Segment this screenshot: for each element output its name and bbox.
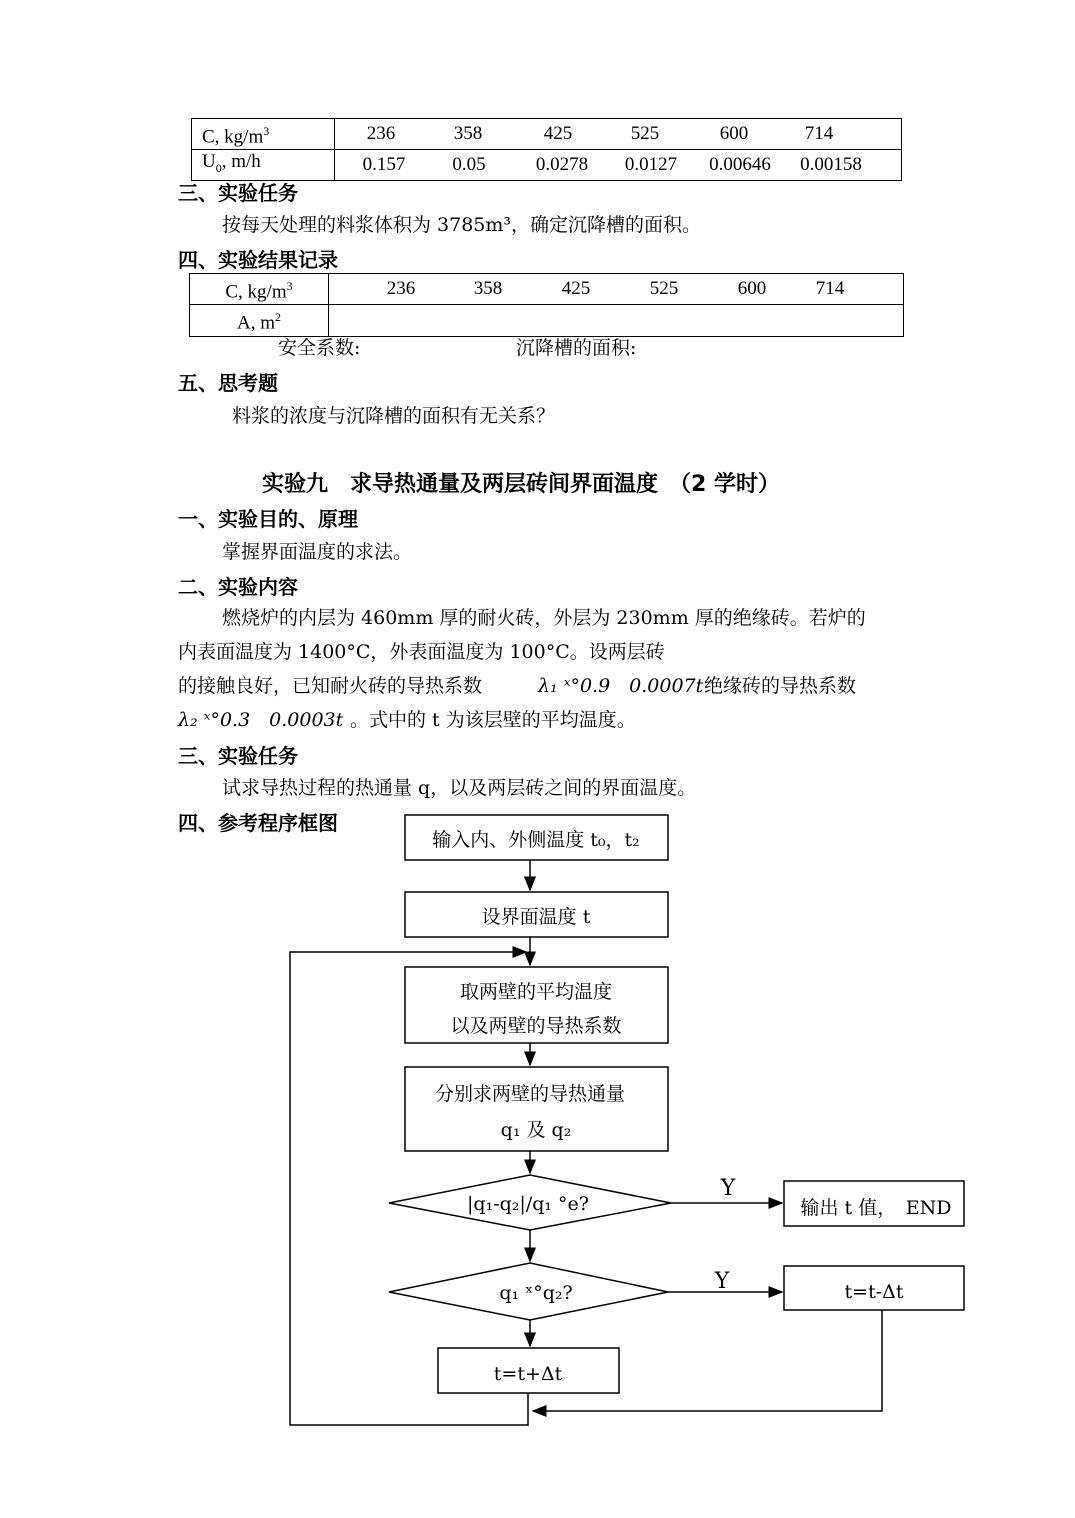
table-cell: 358 (453, 123, 483, 145)
table-cell: 425 (561, 278, 591, 300)
arrow-return-decrease (533, 1310, 882, 1411)
heat-flux-text-1: 分别求两壁的导热通量 (434, 1083, 626, 1105)
section-heading-purpose: 一、实验目的、原理 (178, 507, 358, 531)
table-cell: 525 (649, 278, 679, 300)
table-cell: 525 (630, 123, 660, 145)
content-line-3: 的接触良好，已知耐火砖的导热系数 (178, 675, 483, 697)
table-cell: 236 (366, 123, 396, 145)
content-line-2: 内表面温度为 1400°C，外表面温度为 100°C。设两层砖 (178, 641, 665, 663)
increase-t-text: t=t+Δt (493, 1363, 563, 1385)
convergence-text: |q₁-q₂|/q₁ °e? (467, 1193, 589, 1215)
row-label-concentration: C, $kg/m^3$ (190, 274, 329, 305)
tank-area-label: 沉降槽的面积: (516, 337, 637, 359)
table-cell: 0.157 (362, 154, 406, 176)
yes-label-1: Y (720, 1176, 736, 1201)
decrease-t-text: t=t-Δt (844, 1281, 904, 1303)
table-cell: 358 (473, 278, 503, 300)
row-label-velocity: $U_0$, m/h (192, 150, 335, 181)
table-cell: 0.0278 (535, 154, 589, 176)
section-heading-results: 四、实验结果记录 (178, 248, 338, 272)
content-line-1: 燃烧炉的内层为 460mm 厚的耐火砖，外层为 230mm 厚的绝缘砖。若炉的 (222, 607, 866, 629)
section-heading-questions: 五、思考题 (178, 371, 278, 395)
table-cell: 714 (804, 123, 834, 145)
table-cell: 236 (386, 278, 416, 300)
average-temperature-text-2: 以及两壁的导热系数 (450, 1015, 622, 1037)
table-cell: 0.00158 (800, 154, 862, 176)
table-cell: 0.0127 (624, 154, 678, 176)
formula-lambda2: λ₂ ˣ°0.3 0.0003t (178, 709, 344, 731)
heat-flux-text-2: q₁ 及 q₂ (500, 1119, 572, 1141)
content-line-4: 。式中的 t 为该层壁的平均温度。 (350, 709, 636, 731)
average-temperature-text-1: 取两壁的平均温度 (459, 981, 613, 1003)
experiment-title: 实验九 求导热通量及两层砖间界面温度 （2 学时） (262, 472, 780, 497)
content-line-3b: 绝缘砖的导热系数 (704, 675, 857, 697)
row-label-area: A, $m^2$ (190, 305, 329, 336)
safety-factor-label: 安全系数: (278, 337, 361, 359)
set-interface-temperature-text: 设界面温度 t (481, 906, 591, 928)
table-cell: 600 (719, 123, 749, 145)
table-cell: 0.00646 (709, 154, 771, 176)
question-text: 料浆的浓度与沉降槽的面积有无关系？ (232, 405, 556, 427)
purpose-text: 掌握界面温度的求法。 (222, 541, 413, 563)
section-heading-content: 二、实验内容 (178, 575, 298, 599)
section-heading-task: 三、实验任务 (178, 744, 298, 768)
yes-label-2: Y (714, 1269, 730, 1294)
table-cell: 600 (737, 278, 767, 300)
table-cell: 425 (543, 123, 573, 145)
task-text: 按每天处理的料浆体积为 3785m³，确定沉降槽的面积。 (222, 214, 702, 236)
compare-text: q₁ ˣ°q₂? (499, 1282, 573, 1304)
task-text: 试求导热过程的热通量 q，以及两层砖之间的界面温度。 (222, 777, 697, 799)
section-heading-flowchart: 四、参考程序框图 (178, 811, 338, 835)
formula-lambda1: λ₁ ˣ°0.9 0.0007t (538, 675, 704, 697)
row-label-concentration: C, $kg/m^3$ (192, 119, 335, 150)
table-cell: 714 (815, 278, 845, 300)
input-temperature-text: 输入内、外侧温度 t₀，t₂ (432, 829, 640, 851)
table-cell: 0.05 (452, 154, 486, 176)
section-heading-task: 三、实验任务 (178, 181, 298, 205)
output-end-text: 输出 t 值， END (800, 1197, 952, 1219)
